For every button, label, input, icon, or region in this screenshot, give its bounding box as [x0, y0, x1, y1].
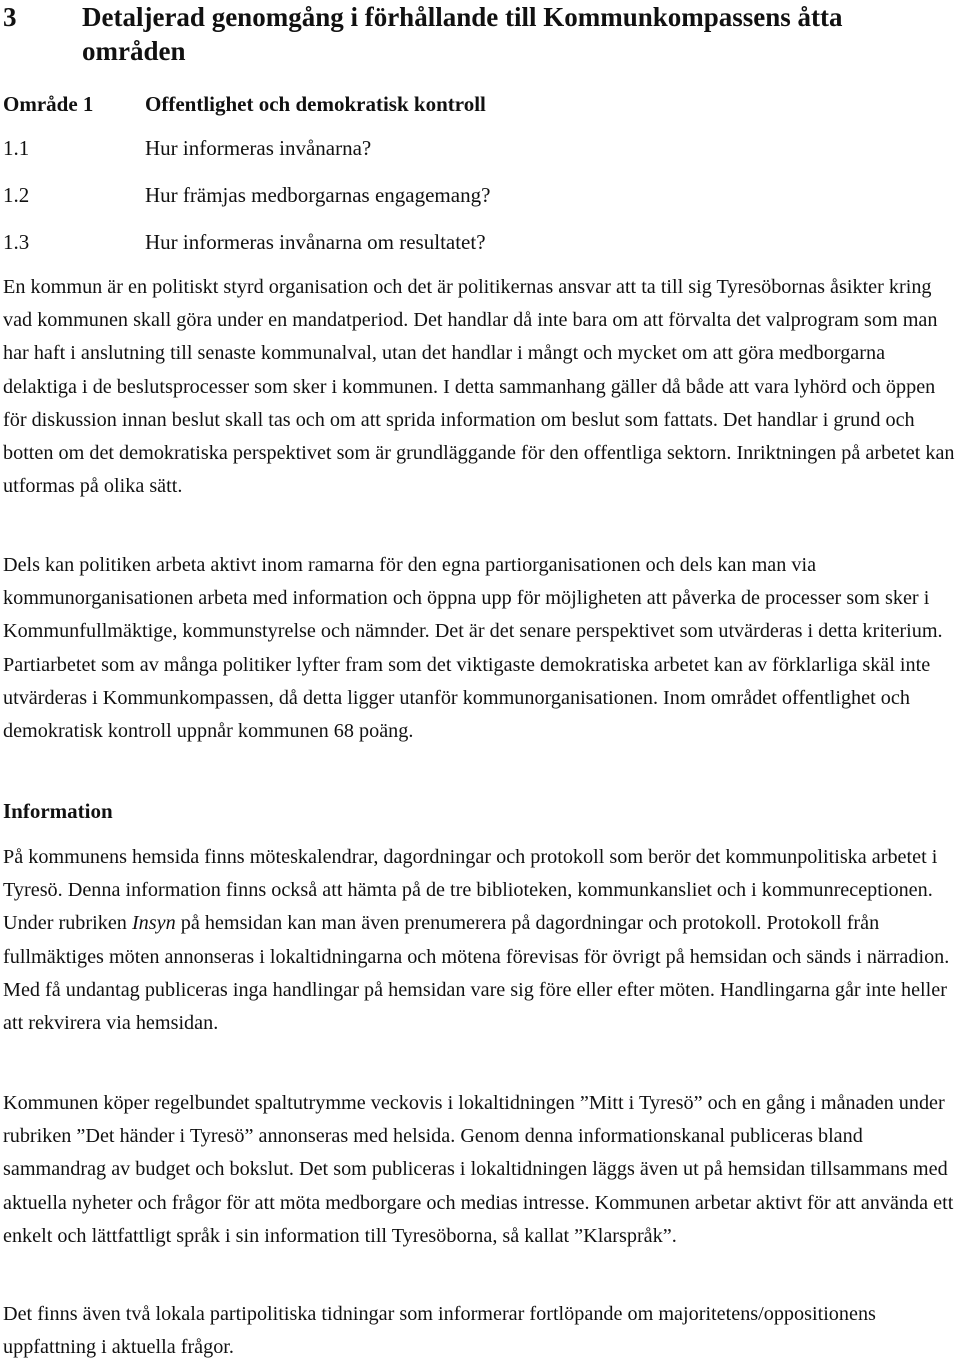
body-paragraph: Det finns även två lokala partipolitiska tidningar som informerar fortlöpande om majoritetens/oppositionens uppfattning i aktuella frågor.	[3, 1303, 876, 1359]
question-number: 1.1	[3, 136, 30, 160]
body-paragraph: Kommunen köper regelbundet spaltutrymme veckovis i lokaltidningen ”Mitt i Tyresö” och en gång i månaden under rubriken ”Det händer i Tyresö” annonseras med helsida. Genom denna informationskanal publiceras bland sammandrag av budget och bokslut. Det som publiceras i lokaltidningen läggs även ut på hemsidan tillsammans med aktuella nyheter och frågor för att möta medborgare och medias intresse. Kommunen arbetar aktivt för att använda ett enkelt och lättfattligt språk i sin information till Tyresöborna, så kallat ”Klarspråk”.	[3, 1092, 954, 1247]
question-text: Hur informeras invånarna om resultatet?	[145, 230, 486, 254]
body-paragraph	[3, 841, 955, 1040]
question-number: 1.2	[3, 183, 30, 207]
body-paragraph: Dels kan politiken arbeta aktivt inom ramarna för den egna partiorganisationen och dels kan man via kommunorganisationen arbeta med information och öppna upp för möjligheten att påverka de processer som sker i Kommunfullmäktige, kommunstyrelse och nämnder. Det är det senare perspektivet som utvärderas i detta kriterium. Partiarbetet som av många politiker lyfter fram som det viktigaste demokratiska arbetet kan av förklarliga skäl inte utvärderas i Kommunkompassen, då detta ligger utanför kommunorganisationen. Inom området offentlighet och demokratisk kontroll uppnår kommunen 68 poäng.	[3, 554, 943, 743]
area-title: Offentlighet och demokratisk kontroll	[145, 92, 486, 116]
italic-term: Insyn	[131, 912, 176, 935]
paragraph-text: på hemsidan kan man även prenumerera på dagordningar och protokoll. Protokoll från fullmäktiges möten annonseras i lokaltidningarna och mötena förevisas för övrigt på hemsidan och sänds i närradion. Med få undantag publiceras inga handlingar på hemsidan vare sig före eller efter möten. Handlingarna går inte heller att rekvirera via hemsidan.	[3, 912, 950, 1035]
question-number: 1.3	[3, 230, 30, 254]
section-title: Detaljerad genomgång i förhållande till Kommunkompassens åtta områden	[82, 2, 843, 66]
subheading-information: Information	[3, 799, 113, 823]
area-number: Område 1	[3, 92, 94, 116]
body-paragraph: En kommun är en politiskt styrd organisation och det är politikernas ansvar att ta till sig Tyresöbornas åsikter kring vad kommunen skall göra under en mandatperiod. Det handlar då inte bara om att förvalta det valprogram som man har haft i anslutning till senaste kommunalval, utan det handlar i mångt och mycket om att göra medborgarna delaktiga i de beslutsprocesser som sker i kommunen. I detta sammanhang gäller då både att vara lyhörd och öppen för diskussion innan beslut skall tas och om att sprida information om beslut som fattats. Det handlar i grund och botten om det demokratiska perspektivet som är grundläggande för den offentliga sektorn. Inriktningen på arbetet kan utformas på olika sätt.	[3, 276, 955, 498]
section-number: 3	[3, 2, 17, 32]
paragraph-text: På kommunens hemsida finns möteskalendrar, dagordningar och protokoll som berör det kommunpolitiska arbetet i Tyresö. Denna information finns också att hämta på de tre biblioteken, kommunkansliet och i kommunreceptionen. Under rubriken	[3, 846, 938, 935]
question-text: Hur främjas medborgarnas engagemang?	[145, 183, 491, 207]
question-text: Hur informeras invånarna?	[145, 136, 372, 160]
